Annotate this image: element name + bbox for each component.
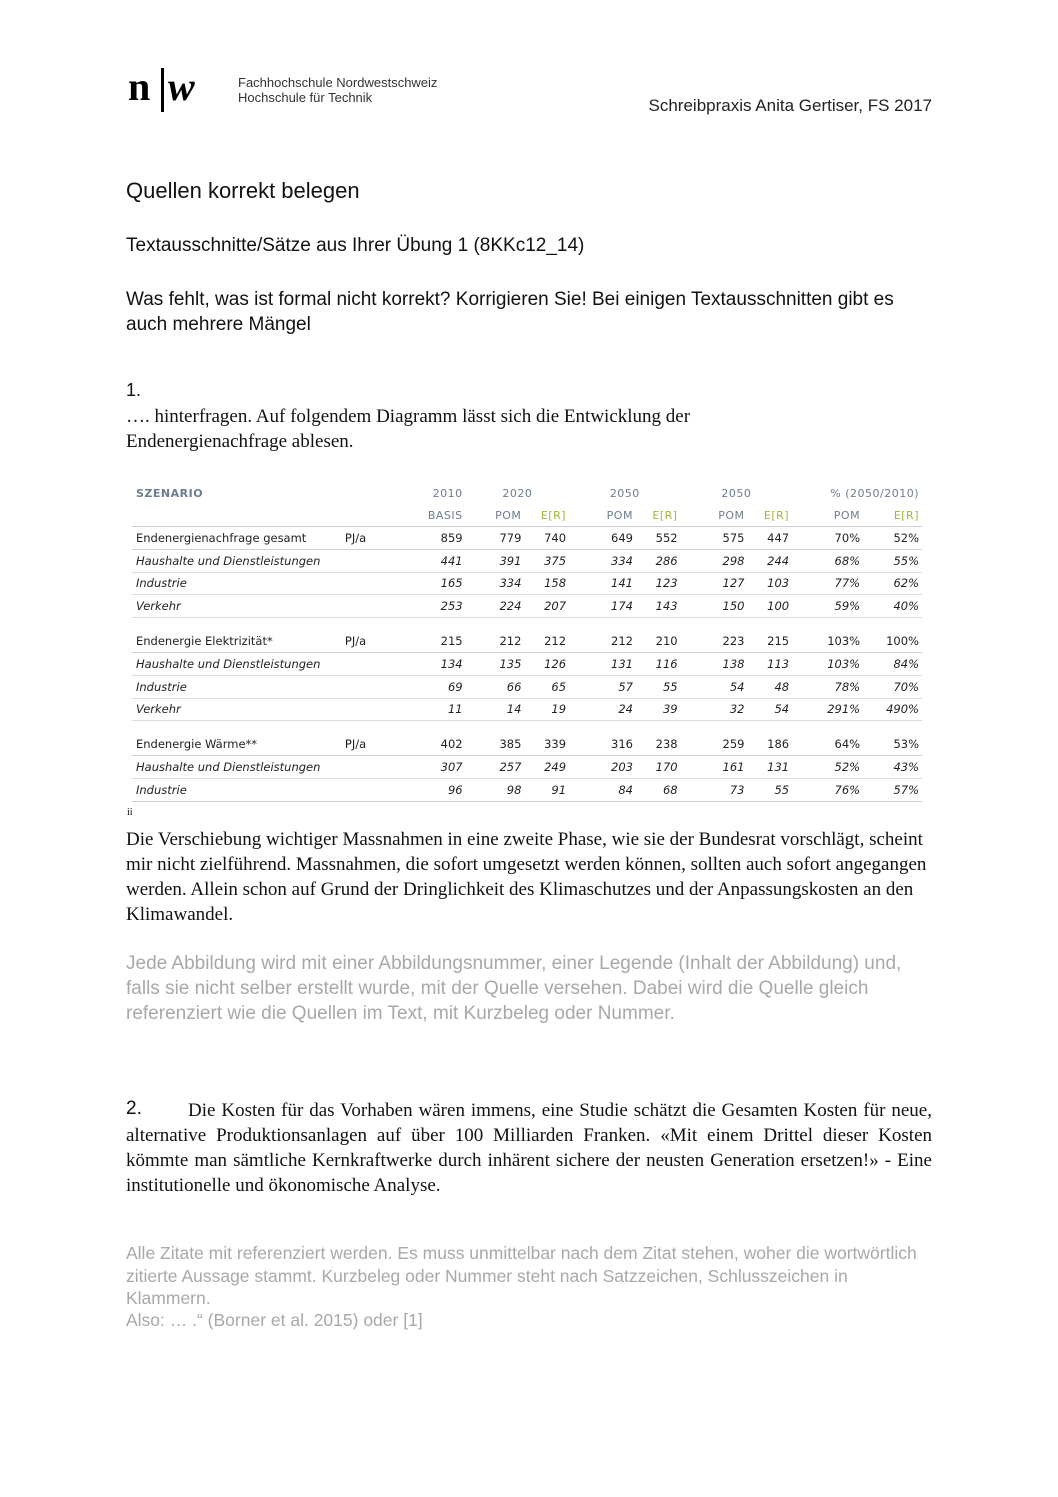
table-cell: 43% bbox=[863, 756, 922, 779]
table-subheader-basis: BASIS bbox=[399, 504, 466, 527]
svg-text:w: w bbox=[168, 66, 195, 109]
table-spacer-row bbox=[132, 721, 922, 734]
table-cell: 552 bbox=[636, 527, 681, 550]
table-cell: 62% bbox=[863, 572, 922, 595]
table-row-label: Verkehr bbox=[132, 595, 342, 618]
table-cell: 249 bbox=[524, 756, 569, 779]
exercise-1-note: Jede Abbildung wird mit einer Abbildungsnummer, einer Legende (Inhalt der Abbildung) und, falls sie nicht selber erstellt wurde, mit der Quelle versehen. Dabei wird die Quelle gleich referenziert wie die Quellen im Text, mit Kurzbeleg oder Nummer. bbox=[126, 953, 902, 1024]
table-row-unit bbox=[342, 652, 399, 675]
institution-name bbox=[238, 75, 437, 105]
table-row bbox=[132, 698, 922, 721]
table-row-label: Verkehr bbox=[132, 698, 342, 721]
table-row bbox=[132, 572, 922, 595]
table-cell: 55 bbox=[636, 675, 681, 698]
table-cell: 244 bbox=[748, 549, 793, 572]
table-cell: 78% bbox=[792, 675, 863, 698]
table-cell: 24 bbox=[569, 698, 636, 721]
table-cell: 441 bbox=[399, 549, 466, 572]
table-cell: 113 bbox=[748, 652, 793, 675]
table-row-label: Industrie bbox=[132, 675, 342, 698]
table-header-row-1 bbox=[132, 482, 922, 504]
table-cell: 100% bbox=[863, 630, 922, 652]
table-row bbox=[132, 652, 922, 675]
table-cell: 69 bbox=[399, 675, 466, 698]
table-cell: 131 bbox=[569, 652, 636, 675]
table-cell: 52% bbox=[863, 527, 922, 550]
table-cell: 53% bbox=[863, 733, 922, 755]
table-row-unit: PJ/a bbox=[342, 630, 399, 652]
table-cell: 298 bbox=[681, 549, 748, 572]
table-spacer-cell bbox=[132, 618, 922, 631]
table-row-label: Endenergienachfrage gesamt bbox=[132, 527, 342, 550]
table-spacer-row bbox=[132, 618, 922, 631]
table-cell: 103 bbox=[748, 572, 793, 595]
table-cell: 215 bbox=[399, 630, 466, 652]
table-cell: 291% bbox=[792, 698, 863, 721]
table-row-label: Industrie bbox=[132, 778, 342, 801]
table-header-blank bbox=[342, 482, 399, 504]
table-cell: 238 bbox=[636, 733, 681, 755]
table-header-scenario: SZENARIO bbox=[136, 486, 204, 500]
table-cell: 116 bbox=[636, 652, 681, 675]
table-subheader-er: E[R] bbox=[748, 504, 793, 527]
table-row-unit bbox=[342, 549, 399, 572]
table-row-label: Industrie bbox=[132, 572, 342, 595]
table-cell: 779 bbox=[466, 527, 525, 550]
table-cell: 70% bbox=[863, 675, 922, 698]
table-row bbox=[132, 733, 922, 755]
table-subheader-er: E[R] bbox=[863, 504, 922, 527]
table-cell: 649 bbox=[569, 527, 636, 550]
table-header-percent: % (2050/2010) bbox=[830, 486, 919, 500]
table-cell: 490% bbox=[863, 698, 922, 721]
table-cell: 11 bbox=[399, 698, 466, 721]
table-cell: 55 bbox=[748, 778, 793, 801]
footnote-mark: ii bbox=[127, 807, 133, 818]
table-cell: 161 bbox=[681, 756, 748, 779]
table-cell: 575 bbox=[681, 527, 748, 550]
table-header-2020: 2020 bbox=[502, 486, 533, 500]
table-row-unit: PJ/a bbox=[342, 733, 399, 755]
table-cell: 48 bbox=[748, 675, 793, 698]
table-cell: 57 bbox=[569, 675, 636, 698]
table-cell: 207 bbox=[524, 595, 569, 618]
table-cell: 134 bbox=[399, 652, 466, 675]
table-cell: 84% bbox=[863, 652, 922, 675]
exercise-1-intro: …. hinterfragen. Auf folgendem Diagramm lässt sich die Entwicklung der Endenergienachfrage ablesen. bbox=[126, 406, 691, 452]
table-row bbox=[132, 675, 922, 698]
table-row-label: Haushalte und Dienstleistungen bbox=[132, 652, 342, 675]
author-line: Schreibpraxis Anita Gertiser, FS 2017 bbox=[648, 96, 932, 115]
page-title: Quellen korrekt belegen bbox=[126, 178, 360, 203]
table-subheader-pom: POM bbox=[792, 504, 863, 527]
table-cell: 100 bbox=[748, 595, 793, 618]
table-cell: 391 bbox=[466, 549, 525, 572]
table-cell: 55% bbox=[863, 549, 922, 572]
table-cell: 402 bbox=[399, 733, 466, 755]
svg-text:n: n bbox=[128, 66, 151, 109]
table-cell: 76% bbox=[792, 778, 863, 801]
table-subheader-er: E[R] bbox=[636, 504, 681, 527]
table-cell: 64% bbox=[792, 733, 863, 755]
institution-line-2: Hochschule für Technik bbox=[238, 90, 373, 105]
table-subheader-pom: POM bbox=[466, 504, 525, 527]
table-cell: 66 bbox=[466, 675, 525, 698]
table-cell: 135 bbox=[466, 652, 525, 675]
table-header-row-2 bbox=[132, 504, 922, 527]
table-cell: 96 bbox=[399, 778, 466, 801]
table-cell: 39 bbox=[636, 698, 681, 721]
table-header-2050-a: 2050 bbox=[609, 486, 640, 500]
table-row-unit bbox=[342, 675, 399, 698]
table-cell: 91 bbox=[524, 778, 569, 801]
table-cell: 212 bbox=[466, 630, 525, 652]
table-cell: 859 bbox=[399, 527, 466, 550]
table-cell: 447 bbox=[748, 527, 793, 550]
table-cell: 385 bbox=[466, 733, 525, 755]
table-cell: 127 bbox=[681, 572, 748, 595]
table-cell: 57% bbox=[863, 778, 922, 801]
table-row-unit bbox=[342, 595, 399, 618]
table-header-2050-b: 2050 bbox=[721, 486, 752, 500]
table-cell: 126 bbox=[524, 652, 569, 675]
table-cell: 131 bbox=[748, 756, 793, 779]
exercise-2-number: 2. bbox=[126, 1098, 142, 1119]
table-cell: 375 bbox=[524, 549, 569, 572]
table-row-label: Endenergie Elektrizität* bbox=[132, 630, 342, 652]
table-subheader-pom: POM bbox=[681, 504, 748, 527]
table-cell: 740 bbox=[524, 527, 569, 550]
table-row bbox=[132, 756, 922, 779]
instruction-text: Was fehlt, was ist formal nicht korrekt? Korrigieren Sie! Bei einigen Textausschnitten gibt es auch mehrere Mängel bbox=[126, 289, 894, 335]
table-cell: 257 bbox=[466, 756, 525, 779]
exercise-2-example: Also: … .“ (Borner et al. 2015) oder [1] bbox=[126, 1310, 423, 1330]
table-cell: 165 bbox=[399, 572, 466, 595]
table-cell: 19 bbox=[524, 698, 569, 721]
table-cell: 40% bbox=[863, 595, 922, 618]
page-subtitle: Textausschnitte/Sätze aus Ihrer Übung 1 (8KKc12_14) bbox=[126, 235, 585, 256]
table-row-unit bbox=[342, 778, 399, 801]
table-cell: 158 bbox=[524, 572, 569, 595]
table-subheader-pom: POM bbox=[569, 504, 636, 527]
table-cell: 14 bbox=[466, 698, 525, 721]
table-cell: 316 bbox=[569, 733, 636, 755]
table-row-label: Haushalte und Dienstleistungen bbox=[132, 756, 342, 779]
exercise-1-paragraph: Die Verschiebung wichtiger Massnahmen in eine zweite Phase, wie sie der Bundesrat vorschlägt, scheint mir nicht zielführend. Massnahmen, die sofort umgesetzt werden können, sollten auch sofort angegangen werden. Allein schon auf Grund der Dringlichkeit des Klimaschutzes und der Anpassungskosten an den Klimawandel. bbox=[126, 829, 927, 925]
table-row bbox=[132, 595, 922, 618]
table-cell: 65 bbox=[524, 675, 569, 698]
table-row bbox=[132, 630, 922, 652]
table-cell: 138 bbox=[681, 652, 748, 675]
table-cell: 215 bbox=[748, 630, 793, 652]
table-spacer-cell bbox=[132, 721, 922, 734]
table-row-label: Endenergie Wärme** bbox=[132, 733, 342, 755]
table-cell: 334 bbox=[569, 549, 636, 572]
exercise-2-text: Die Kosten für das Vorhaben wären immens, eine Studie schätzt die Gesamten Kosten für neue, alternative Produktionsanlagen auf über 100 Milliarden Franken. «Mit einem Drittel dieser Kosten kömmte man sämtliche Kernkraftwerke durch inhärent sichere der neusten Generation ersetzen!» - Eine institutionelle und ökonomische Analyse. bbox=[126, 1100, 932, 1196]
table-header-2010: 2010 bbox=[432, 486, 463, 500]
table-cell: 186 bbox=[748, 733, 793, 755]
table-cell: 70% bbox=[792, 527, 863, 550]
table-row-unit: PJ/a bbox=[342, 527, 399, 550]
table-row bbox=[132, 778, 922, 801]
table-cell: 334 bbox=[466, 572, 525, 595]
table-body bbox=[132, 527, 922, 802]
table-cell: 253 bbox=[399, 595, 466, 618]
table-cell: 103% bbox=[792, 652, 863, 675]
table-cell: 150 bbox=[681, 595, 748, 618]
table-row bbox=[132, 527, 922, 550]
table-cell: 224 bbox=[466, 595, 525, 618]
table-cell: 286 bbox=[636, 549, 681, 572]
table-cell: 141 bbox=[569, 572, 636, 595]
table-cell: 259 bbox=[681, 733, 748, 755]
table-cell: 103% bbox=[792, 630, 863, 652]
table-cell: 77% bbox=[792, 572, 863, 595]
table-cell: 32 bbox=[681, 698, 748, 721]
table-cell: 98 bbox=[466, 778, 525, 801]
table-cell: 52% bbox=[792, 756, 863, 779]
table-cell: 59% bbox=[792, 595, 863, 618]
table-row-unit bbox=[342, 756, 399, 779]
exercise-2-note: Alle Zitate mit referenziert werden. Es muss unmittelbar nach dem Zitat stehen, woher die wortwörtlich zitierte Aussage stammt. Kurzbeleg oder Nummer steht nach Satzzeichen, Schlusszeichen in Klammern. bbox=[126, 1243, 917, 1308]
table-subheader-er: E[R] bbox=[524, 504, 569, 527]
table-cell: 212 bbox=[524, 630, 569, 652]
table-cell: 68 bbox=[636, 778, 681, 801]
table-row-unit bbox=[342, 572, 399, 595]
table-row-unit bbox=[342, 698, 399, 721]
table-cell: 170 bbox=[636, 756, 681, 779]
exercise-1-number: 1. bbox=[126, 380, 142, 400]
table-cell: 307 bbox=[399, 756, 466, 779]
table-cell: 174 bbox=[569, 595, 636, 618]
table-row-label: Haushalte und Dienstleistungen bbox=[132, 549, 342, 572]
table-cell: 73 bbox=[681, 778, 748, 801]
institution-line-1: Fachhochschule Nordwestschweiz bbox=[238, 75, 438, 90]
energy-demand-table bbox=[132, 482, 922, 802]
table-cell: 143 bbox=[636, 595, 681, 618]
table-cell: 210 bbox=[636, 630, 681, 652]
table-cell: 54 bbox=[748, 698, 793, 721]
table-cell: 212 bbox=[569, 630, 636, 652]
table-cell: 339 bbox=[524, 733, 569, 755]
table-cell: 84 bbox=[569, 778, 636, 801]
table-row bbox=[132, 549, 922, 572]
table-cell: 123 bbox=[636, 572, 681, 595]
fhnw-logo bbox=[128, 66, 220, 118]
table-cell: 68% bbox=[792, 549, 863, 572]
table-cell: 54 bbox=[681, 675, 748, 698]
table-cell: 223 bbox=[681, 630, 748, 652]
table-cell: 203 bbox=[569, 756, 636, 779]
